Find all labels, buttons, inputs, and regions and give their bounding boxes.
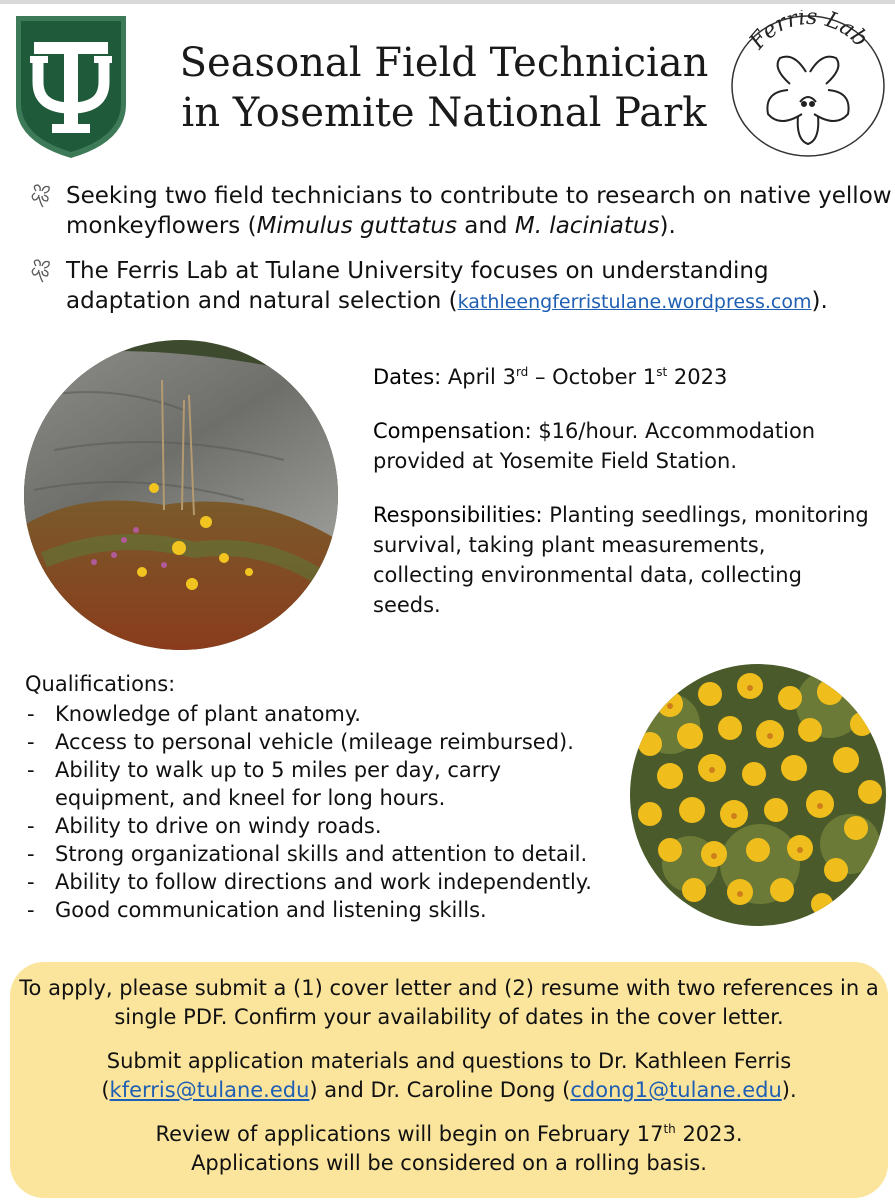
dates-end-suffix: st [656,365,668,379]
list-item: - Strong organizational skills and attention to detail. [27,842,588,866]
dates-label: Dates: [373,365,442,389]
species-name-2: M. laciniatus [514,213,660,239]
review-date-year: 2023. [675,1122,743,1146]
list-item: - Good communication and listening skills. [27,898,487,922]
qualifications-list [25,700,645,924]
apply-paragraph-3 [10,1120,888,1178]
qualification-text: Knowledge of plant anatomy. [55,702,361,726]
species-name-1: Mimulus guttatus [256,213,457,239]
list-item: - Ability to walk up to 5 miles per day, carry equipment, and kneel for long hours. [27,758,502,810]
dates-start: April 3 [441,365,516,389]
tulane-shield-logo [12,12,130,160]
intro-1-pre: Seeking two field technicians to contribute to research on native yellow monkeyflowers ( [66,183,892,239]
qualification-text: Good communication and listening skills. [55,898,487,922]
dates-row [373,362,873,392]
job-details [373,362,873,644]
qualification-text: Ability to walk up to 5 miles per day, carry equipment, and kneel for long hours. [55,758,502,810]
title-line-2: in Yosemite National Park [181,90,707,136]
list-item: - Knowledge of plant anatomy. [27,702,361,726]
email-link-cdong[interactable]: cdong1@tulane.edu [570,1078,782,1102]
flower-outline-icon [30,183,52,209]
compensation-row [373,416,873,476]
page-title [140,38,748,138]
email-link-kferris[interactable]: kferris@tulane.edu [109,1078,310,1102]
responsibilities-row [373,500,873,620]
apply-contact-mid: ) and Dr. Caroline Dong ( [309,1078,571,1102]
dates-start-suffix: rd [515,365,529,379]
apply-paragraph-2 [10,1047,888,1105]
rolling-basis-text: Applications will be considered on a rolling basis. [191,1151,707,1175]
responsibilities-text: Planting seedlings, monitoring survival, taking plant measurements, collecting environmental data, collecting seeds. [373,503,869,617]
review-date-text: Review of applications will begin on February 17 [155,1122,664,1146]
list-item: - Ability to drive on windy roads. [27,814,382,838]
monkeyflowers-on-granite-photo [24,340,338,650]
application-instructions-box [10,962,888,1198]
qualifications-section [25,670,645,924]
qualification-text: Strong organizational skills and attention to detail. [55,842,588,866]
list-item: - Access to personal vehicle (mileage reimbursed). [27,730,574,754]
apply-paragraph-1: To apply, please submit a (1) cover letter and (2) resume with two references in a single PDF. Confirm your availability of dates in the cover letter. [19,976,879,1029]
top-border [0,0,895,4]
qualification-text: Ability to drive on windy roads. [55,814,382,838]
lab-logo-text: Ferris Lab [744,10,873,55]
apply-contact-post: ). [781,1078,797,1102]
apply-contact-pre: Submit application materials and questions to Dr. Kathleen Ferris ( [101,1049,792,1102]
dates-year: 2023 [667,365,728,389]
qualification-text: Access to personal vehicle (mileage reimbursed). [55,730,574,754]
intro-1-mid: and [456,213,515,239]
intro-1-post: ). [659,213,676,239]
flower-outline-icon [30,258,52,284]
list-item: - Ability to follow directions and work independently. [27,870,592,894]
ferris-lab-logo [728,10,888,160]
title-line-1: Seasonal Field Technician [179,40,709,86]
qualification-text: Ability to follow directions and work independently. [55,870,592,894]
lab-website-link[interactable]: kathleengferristulane.wordpress.com [457,291,812,313]
review-date-suffix: th [663,1122,676,1136]
intro-2-pre: The Ferris Lab at Tulane University focuses on understanding adaptation and natural selection ( [66,258,769,314]
intro-2-post: ). [811,288,828,314]
yellow-monkeyflower-cluster-photo [630,664,886,926]
qualifications-heading: Qualifications: [25,672,176,696]
compensation-text: $16/hour. Accommodation provided at Yosemite Field Station. [373,419,816,473]
compensation-label: Compensation: [373,419,532,443]
dates-end: – October 1 [528,365,657,389]
responsibilities-label: Responsibilities: [373,503,543,527]
